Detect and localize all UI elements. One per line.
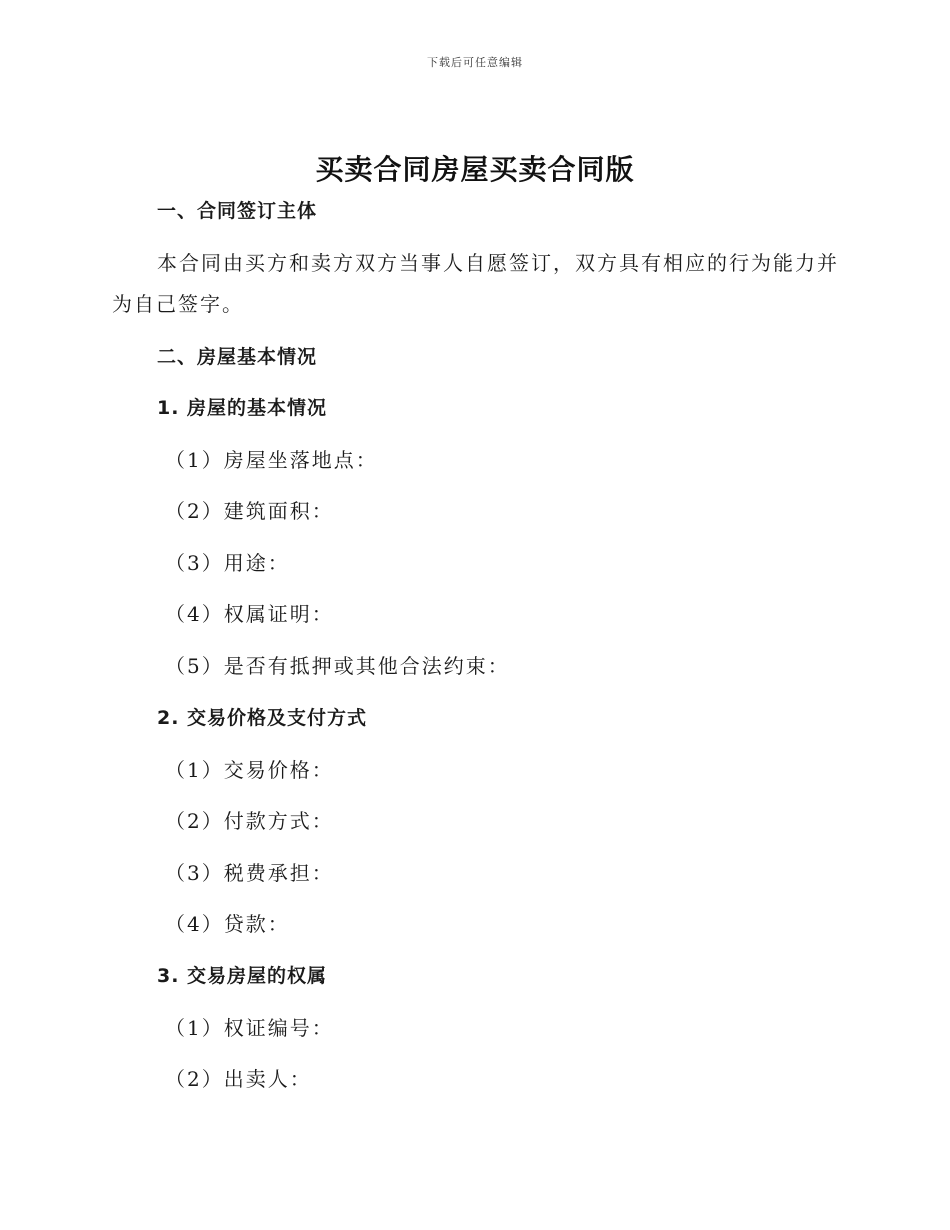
list-item-seller: （2）出卖人：: [165, 1067, 312, 1091]
subsection-heading-price-payment: 2. 交易价格及支付方式: [157, 707, 368, 729]
list-item-price: （1）交易价格：: [165, 758, 334, 782]
paragraph-line-1: 本合同由买方和卖方双方当事人自愿签订，双方具有相应的行为能力并: [157, 251, 839, 275]
list-item-ownership-proof: （4）权属证明：: [165, 602, 334, 626]
list-item-payment-method: （2）付款方式：: [165, 809, 334, 833]
list-item-usage: （3）用途：: [165, 551, 290, 575]
subsection-heading-ownership: 3. 交易房屋的权属: [157, 965, 328, 987]
list-item-area: （2）建筑面积：: [165, 499, 334, 523]
paragraph-line-2: 为自己签字。: [112, 292, 244, 316]
list-item-taxes: （3）税费承担：: [165, 861, 334, 885]
section-heading-contract-parties: 一、合同签订主体: [157, 200, 318, 222]
list-item-mortgage: （5）是否有抵押或其他合法约束：: [165, 654, 510, 678]
header-note: 下载后可任意编辑: [427, 56, 523, 69]
list-item-location: （1）房屋坐落地点：: [165, 448, 378, 472]
document-title: 买卖合同房屋买卖合同版: [315, 153, 635, 186]
section-heading-property-info: 二、房屋基本情况: [157, 346, 318, 368]
subsection-heading-property-basics: 1. 房屋的基本情况: [157, 397, 328, 419]
list-item-certificate-number: （1）权证编号：: [165, 1016, 334, 1040]
list-item-loan: （4）贷款：: [165, 912, 290, 936]
